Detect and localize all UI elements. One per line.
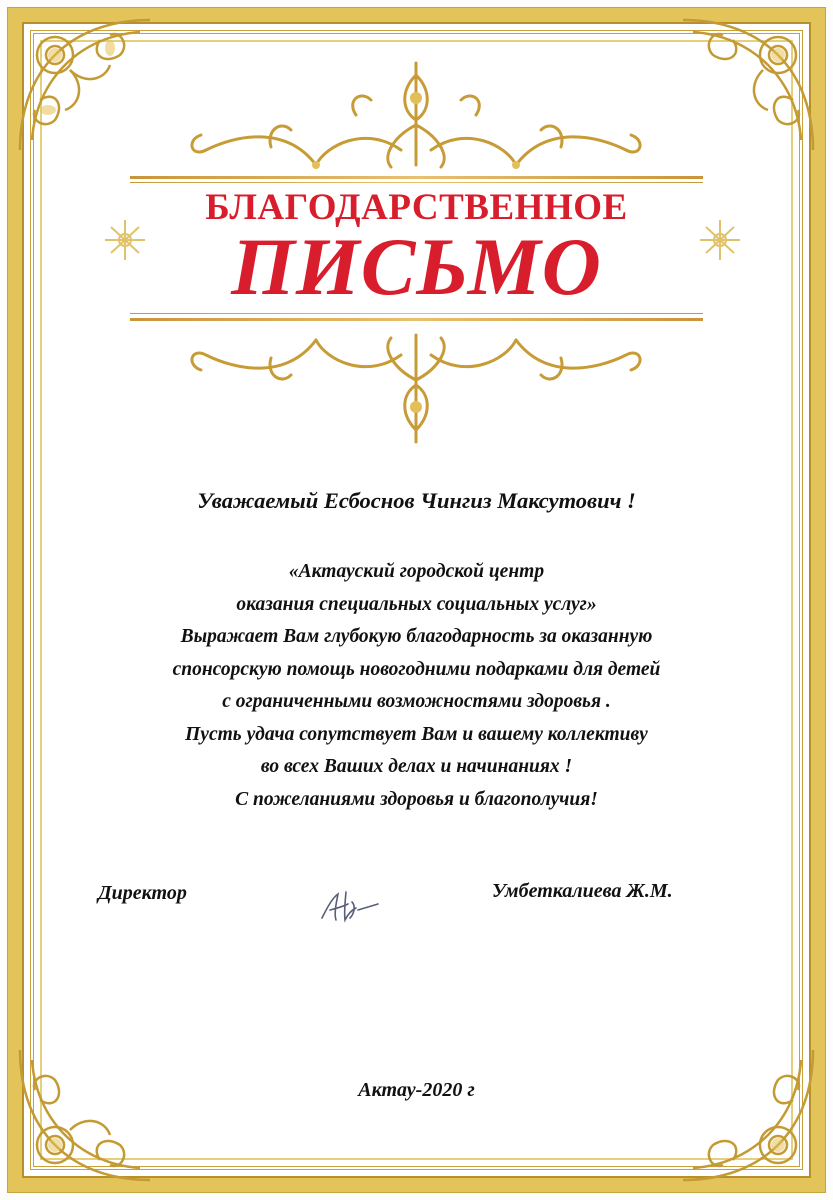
gold-frame-corner-icon <box>10 1040 160 1190</box>
body-line: «Актауский городской центр <box>288 561 545 582</box>
signatory-position: Директор <box>98 882 187 904</box>
gold-flourish-ornament-icon <box>95 215 155 265</box>
body-line: Пусть удача сопутствует Вам и вашему коллективу <box>185 723 648 745</box>
body-line: спонсорскую помощь новогодними подарками для детей <box>172 658 661 680</box>
title-rule-bottom <box>130 318 703 321</box>
gold-flourish-ornament-icon <box>690 215 750 265</box>
gold-frame-corner-icon <box>10 10 160 160</box>
gold-flourish-ornament-icon <box>176 325 656 450</box>
title-rule-top-thin <box>130 182 703 183</box>
gold-flourish-ornament-icon <box>176 55 656 175</box>
body-line: С пожеланиями здоровья и благополучия! <box>235 788 598 810</box>
gold-frame-corner-icon <box>673 10 823 160</box>
body-line: во всех Ваших делах и начинаниях ! <box>260 756 573 777</box>
greeting: Уважаемый Есбоснов Чингиз Максутович ! <box>197 488 636 513</box>
body-line: с ограниченными возможностями здоровья . <box>222 691 611 712</box>
handwritten-signature <box>312 880 392 930</box>
letter-body <box>0 556 833 816</box>
body-line: оказания специальных социальных услуг» <box>236 593 597 615</box>
place-date: Актау-2020 г <box>358 1079 475 1101</box>
signatory-name: Умбеткалиева Ж.М. <box>492 880 673 902</box>
gold-frame-corner-icon <box>673 1040 823 1190</box>
title-line-1: БЛАГОДАРСТВЕННОЕ <box>205 187 628 228</box>
body-line: Выражает Вам глубокую благодарность за оказанную <box>180 626 653 647</box>
title-rule-top <box>130 176 703 179</box>
title-line-2: ПИСЬМО <box>231 221 602 312</box>
title-rule-bottom-thin <box>130 313 703 314</box>
